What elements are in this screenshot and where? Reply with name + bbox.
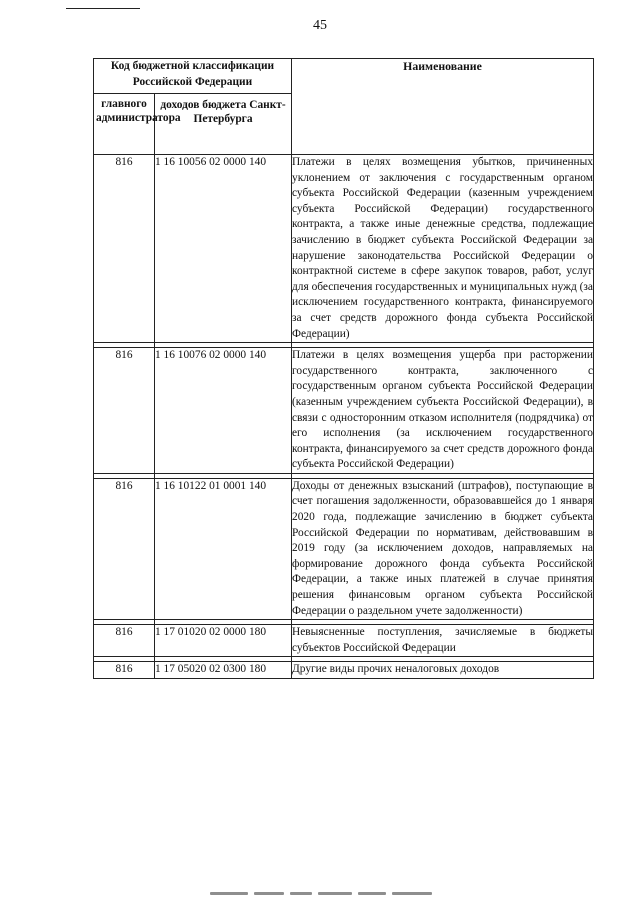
income-code-cell: 1 16 10122 01 0001 140 [155, 478, 292, 619]
footer-scan-artifact [210, 892, 470, 898]
description-cell: Доходы от денежных взысканий (штрафов), поступающие в счет погашения задолженности, образовавшейся до 1 января 2020 года, подлежащие зачислению в бюджет субъекта Российской Федерации по нормативам, действовавшим в 2019 году (за исключением доходов, направляемых на формирование дорожного фонда субъекта Российской Федерации, а также иных платежей в случае принятия решения финансовым органом субъекта Российской Федерации о раздельном учете задолженности) [292, 478, 594, 619]
top-rule [66, 8, 140, 9]
header-admin: главного администратора [94, 94, 155, 155]
admin-code-cell: 816 [94, 478, 155, 619]
admin-code-cell: 816 [94, 662, 155, 679]
description-cell: Платежи в целях возмещения убытков, причиненных уклонением от заключения с государственным органом субъекта Российской Федерации (казенным учреждением субъекта Российской Федерации) государственного контракта, а также иные денежные средства, подлежащие зачислению в бюджет субъекта Российской Федерации за нарушение законодательства Российской Федерации о контрактной системе в сфере закупок товаров, работ, услуг для обеспечения государственных и муниципальных нужд (за исключением государственного контракта, финансируемого за счет средств дорожного фонда субъекта Российской Федерации) [292, 155, 594, 343]
table-row [94, 155, 594, 343]
header-name: Наименование [292, 59, 594, 155]
table-row [94, 625, 594, 657]
table-row [94, 348, 594, 474]
description-cell: Другие виды прочих неналоговых доходов [292, 662, 594, 679]
admin-code-cell: 816 [94, 348, 155, 474]
header-code-group: Код бюджетной классификации Российской Федерации [94, 59, 292, 94]
income-code-cell: 1 16 10076 02 0000 140 [155, 348, 292, 474]
table-row [94, 662, 594, 679]
income-code-cell: 1 16 10056 02 0000 140 [155, 155, 292, 343]
income-code-cell: 1 17 01020 02 0000 180 [155, 625, 292, 657]
income-code-cell: 1 17 05020 02 0300 180 [155, 662, 292, 679]
description-cell: Платежи в целях возмещения ущерба при расторжении государственного контракта, заключенного с государственным органом субъекта Российской Федерации (казенным учреждением субъекта Российской Федерации), в связи с односторонним отказом исполнителя (подрядчика) от его исполнения (за исключением государственного контракта, финансируемого за счет средств дорожного фонда субъекта Российской Федерации) [292, 348, 594, 474]
page-number: 45 [313, 18, 327, 33]
description-cell: Невыясненные поступления, зачисляемые в бюджеты субъектов Российской Федерации [292, 625, 594, 657]
admin-code-cell: 816 [94, 155, 155, 343]
budget-code-table [93, 58, 594, 679]
table-row [94, 478, 594, 619]
header-income: доходов бюджета Санкт-Петербурга [155, 94, 292, 155]
admin-code-cell: 816 [94, 625, 155, 657]
